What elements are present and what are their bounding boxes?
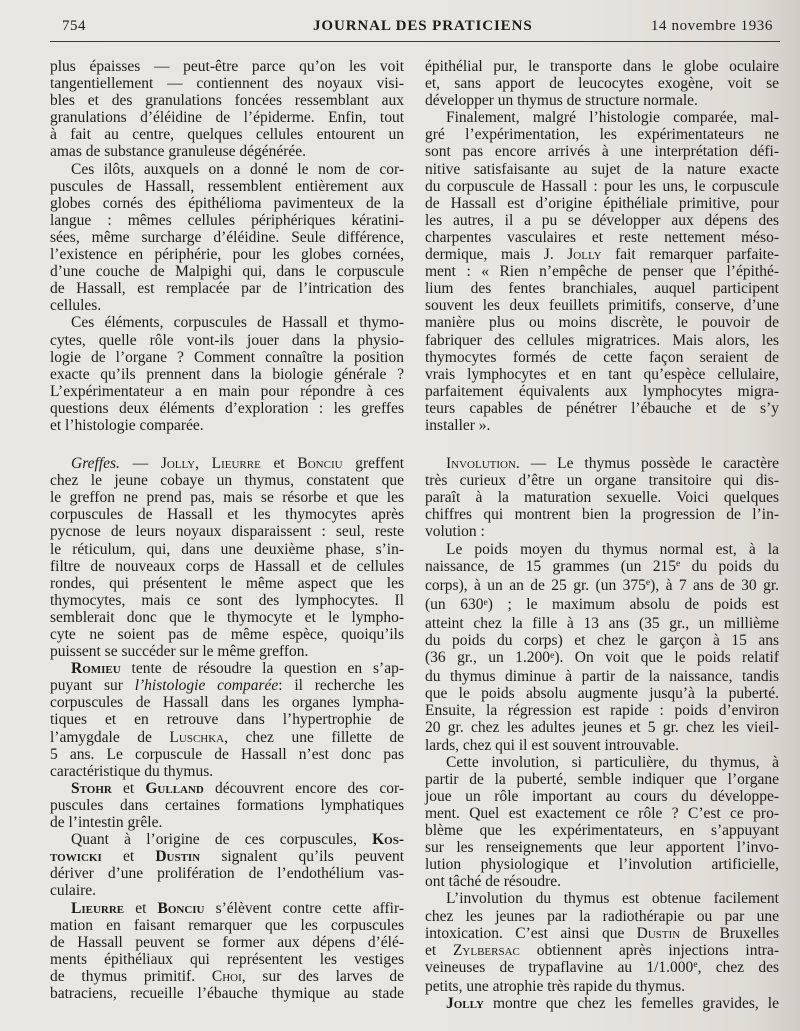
text-run: découvrent encore des cor-	[203, 779, 405, 797]
text-line: chiffres qui montrent bien la progression de l’in-	[425, 506, 779, 524]
text-line: les autres, il a pu se développer aux dépens des	[425, 211, 779, 229]
text-run: veineuses de trypaflavine au 1/1.000	[425, 958, 694, 976]
text-line: ments épithéliaux qui représentent les vestiges	[50, 950, 404, 968]
text-line: Ces éléments, corpuscules de Hassall et thymo-	[71, 314, 404, 332]
text-run: puyant sur	[50, 677, 135, 695]
text-line: gré l’expérimentation, les expérimentateurs ne	[425, 126, 779, 144]
small-caps-name: Lieurre	[211, 455, 261, 473]
text-run: , sur des larves de	[241, 967, 404, 985]
text-line: cellules.	[50, 297, 102, 315]
text-line: le réticulum, qui, dans une deuxième phase, s’in-	[50, 540, 404, 558]
text-run: corps), à un an de 25 gr. (un 375	[425, 576, 646, 594]
text-run: dermique, mais J.	[425, 246, 568, 264]
paragraph	[50, 58, 404, 161]
text-line: tangentiellement — contiennent des noyaux visi-	[50, 75, 404, 93]
text-line: chez le jeune cobaye un thymus, constatent que	[50, 472, 404, 490]
text-line: corpuscules de Hassall et les thymocytes après	[50, 506, 404, 524]
text-line	[425, 596, 779, 615]
text-line: granulations d’éléidine de l’épiderme. Enfin, tout	[50, 109, 404, 127]
text-line: sur les renseignements que leur apportent l’invo-	[425, 839, 779, 857]
text-line	[425, 558, 779, 577]
text-line: paraît à la maturation sexuelle. Voici quelques	[425, 489, 779, 507]
italic-text: l’histologie comparée	[134, 677, 279, 695]
text-line: questions deux éléments d’exploration : les greffes	[50, 399, 404, 417]
italic-text: Greffes.	[71, 455, 120, 473]
text-line: partir de la puberté, semble indiquer que l’organe	[425, 770, 779, 788]
bold-small-caps-name: Romieu	[71, 660, 121, 678]
text-line	[50, 455, 404, 472]
text-line: sées, même surcharge d’éléidine. Seule différence,	[50, 228, 404, 246]
text-line: parfaitement équivalents aux lymphocytes migra-	[425, 382, 779, 400]
text-line	[50, 729, 404, 746]
text-run: , chez une fillette de	[224, 728, 404, 746]
text-line: chez les jeunes par la radiothérapie ou par une	[425, 907, 779, 925]
small-caps-name: Involution.	[446, 455, 520, 473]
text-line: développer un thymus de structure normale.	[425, 92, 698, 110]
text-line: et, sans apport de leucocytes exogène, voit se	[425, 75, 779, 93]
text-line: Le poids moyen du thymus normal est, à la	[446, 540, 779, 558]
bold-small-caps-name: Gulland	[145, 779, 204, 797]
text-run: (36 gr., un 1.200	[425, 649, 551, 667]
header-rule	[50, 41, 780, 42]
text-line: amas de substance granuleuse dégénérée.	[50, 143, 307, 161]
text-line	[425, 995, 779, 1012]
text-line: mation en faisant remarquer que les corpuscules	[50, 916, 404, 934]
text-line	[425, 649, 779, 668]
text-line: de Hassall est d’origine épithéliale primitive, pour	[425, 194, 779, 212]
bold-small-caps-name: Kos-	[372, 831, 404, 849]
text-line: lution physiologique et l’involution artificielle,	[425, 856, 779, 874]
text-line: lium des fentes branchiales, auquel participent	[425, 280, 779, 298]
text-line: culaire.	[50, 882, 97, 900]
paragraph	[50, 161, 404, 315]
paragraph	[50, 831, 404, 899]
text-line	[425, 455, 779, 472]
text-line: du corpuscule de Hassall : pour les uns, le corpuscule	[425, 177, 779, 195]
text-line: L’expérimentateur a en main pour répondre à ces	[50, 382, 404, 400]
text-run: et	[260, 455, 298, 473]
text-line: joue un rôle important au cours du développe-	[425, 787, 779, 805]
bold-small-caps-name: Stohr	[71, 779, 112, 797]
text-line: filtre de nouveaux corps de Hassall et de cellules	[50, 557, 404, 575]
text-line: caractéristique du thymus.	[50, 762, 214, 780]
text-line: batraciens, recueille l’ébauche thymique au stade	[50, 984, 404, 1002]
small-caps-name: Bonciu	[297, 455, 343, 473]
text-line: bles et des granulations foncées ressemblant aux	[50, 92, 404, 110]
page-number: 754	[62, 18, 86, 34]
text-run: tente de résoudre la question en s’ap-	[120, 660, 404, 678]
text-line: de Hassall, est remplacée par de l’intrication des	[50, 280, 404, 298]
text-line: et l’histologie comparée.	[50, 416, 204, 434]
text-line	[50, 780, 404, 797]
text-line: de Hassall peuvent se former aux dépens d’élé-	[50, 933, 404, 951]
text-line: 20 gr. chez les adultes jeunes et 5 gr. chez les vieil-	[425, 719, 779, 737]
left-column	[50, 58, 404, 1002]
text-line: le greffon ne prend pas, mais se résorbe et que les	[50, 489, 404, 507]
text-line: exacte qu’ils prennent dans la biologie générale ?	[50, 365, 404, 383]
paragraph	[425, 455, 779, 540]
text-run: ) ; le maximum absolu de poids est	[487, 595, 779, 613]
small-caps-name: Choi	[211, 967, 242, 985]
text-run: greffent	[342, 455, 405, 473]
paragraph	[50, 660, 404, 780]
text-run: l’amygdale de	[50, 728, 170, 746]
bold-small-caps-name: towicki	[50, 848, 102, 866]
text-line: charpentes vasculaires et reste nettement méso-	[425, 228, 779, 246]
text-line: corpuscules de Hassall dans les organes lympha-	[50, 694, 404, 712]
text-run: ). On voit que le poids relatif	[554, 649, 780, 667]
text-line: fabriquer des cellules migratrices. Mais alors, les	[425, 331, 779, 349]
small-caps-name: Jolly	[567, 246, 602, 264]
text-line: puscules dans certaines formations lymphatiques	[50, 796, 404, 814]
text-line: du poids du corps) et chez le garçon à 15 ans	[425, 632, 779, 649]
text-line: atteint chez la fille à 13 ans (35 gr., un millième	[425, 614, 779, 632]
text-run: Quant à l’origine de ces corpuscules,	[71, 831, 373, 849]
text-line: nitive satisfaisante au sujet de la nature exacte	[425, 160, 779, 178]
text-line: manière plus ou moins discrète, le pouvoir de	[425, 314, 779, 332]
paragraph	[50, 900, 404, 1003]
text-run: et	[111, 779, 146, 797]
text-run: intoxication. C’est ainsi que	[425, 924, 637, 942]
paragraph	[50, 780, 404, 831]
text-line: épithélial pur, le transporte dans le globe oculaire	[425, 58, 779, 75]
text-run: —	[119, 455, 161, 473]
text-line: Ensuite, la régression est rapide : poids d’environ	[425, 702, 779, 720]
text-line: très curieux d’être un organe transitoire qui dis-	[425, 472, 779, 490]
text-line	[425, 959, 779, 978]
text-run: et	[101, 848, 156, 866]
text-run: et	[124, 899, 158, 917]
text-line: volution :	[425, 523, 485, 541]
text-line	[50, 900, 404, 917]
paragraph	[425, 58, 779, 109]
text-line: vrais lymphocytes et en tant qu’espèce cellulaire,	[425, 365, 779, 383]
text-line: que le poids absolu augmente jusqu’à la puberté.	[425, 685, 779, 703]
journal-title: JOURNAL DES PRATICIENS	[313, 18, 533, 34]
text-line: ment : « Rien n’empêche de penser que l’épithé-	[425, 263, 779, 281]
text-line: d’une couche de Malpighi qui, dans le corpuscule	[50, 263, 404, 281]
text-run: — Le thymus possède le caractère	[519, 455, 779, 473]
bold-small-caps-name: Jolly	[446, 994, 484, 1012]
text-run: , chez des	[697, 958, 779, 976]
text-run: et	[425, 941, 453, 959]
superscript-text: e	[483, 596, 488, 608]
text-line: blème que les expérimentateurs, en s’appuyant	[425, 822, 779, 840]
bold-small-caps-name: Bonciu	[157, 899, 205, 917]
text-run: de thymus primitif.	[50, 967, 212, 985]
text-line	[50, 848, 404, 865]
text-line: L’involution du thymus est obtenue facilement	[446, 890, 779, 908]
text-line: puissent se succéder sur le même greffon.	[50, 643, 309, 661]
text-run: : il recherche les	[278, 677, 404, 695]
small-caps-name: Dustin	[636, 924, 681, 942]
text-run: naissance, de 15 grammes (un 215	[425, 557, 677, 575]
paragraph	[425, 109, 779, 434]
text-run: obtiennent après injections intra-	[519, 941, 779, 959]
right-column	[425, 58, 779, 1012]
text-line: thymocytes formés de cette façon seraient de	[425, 348, 779, 366]
paragraph	[50, 455, 404, 660]
text-line: lards, chez qui il est souvent introuvable.	[425, 736, 679, 754]
text-line: Cette involution, si particulière, du thymus, à	[446, 753, 779, 771]
text-line: dériver d’une prolifération de l’endothélium vas-	[50, 865, 404, 883]
text-line: petits, une atrophie très rapide du thymus.	[425, 977, 685, 995]
text-run: du poids du	[680, 557, 780, 575]
text-line: rondes, qui présentent le même aspect que les	[50, 574, 404, 592]
bold-small-caps-name: Dustin	[155, 848, 201, 866]
text-line	[50, 660, 404, 677]
bold-small-caps-name: Lieurre	[71, 899, 125, 917]
text-line	[50, 831, 404, 848]
text-line: ment. Quel est exactement ce rôle ? C’est ce pro-	[425, 804, 779, 822]
text-line: langue : mêmes cellules périphériques kératini-	[50, 211, 404, 229]
superscript-text: e	[676, 558, 681, 570]
text-line: Finalement, malgré l’histologie comparée, mal-	[446, 109, 779, 127]
text-line	[50, 968, 404, 985]
text-line: 5 ans. Le corpuscule de Hassall n’est donc pas	[50, 745, 404, 763]
text-line: du thymus diminue à partir de la naissance, tandis	[425, 668, 779, 686]
text-run: fait remarquer parfaite-	[601, 246, 779, 264]
text-line: ont tâché de résoudre.	[425, 873, 561, 891]
paragraph	[425, 754, 779, 891]
text-line: pycnose de leurs noyaux disparaissent : seul, reste	[50, 523, 404, 541]
text-line: globes cornés des épithélioma pavimenteux de la	[50, 194, 404, 212]
text-line: teurs capables de pénétrer l’ébauche et de s’y	[425, 399, 779, 417]
text-run: montre que chez les femelles gravides, le	[483, 994, 779, 1012]
superscript-text: e	[645, 577, 651, 589]
superscript-text: e	[693, 959, 698, 971]
text-line	[425, 942, 779, 959]
text-run: ,	[195, 455, 212, 473]
text-line	[425, 246, 779, 263]
text-line: logie de l’organe ? Comment connaître la position	[50, 348, 404, 366]
text-line: installer ».	[425, 416, 491, 434]
text-line: cyte ne soient pas de même espèce, quoiqu’ils	[50, 626, 404, 643]
text-line: Ces ilôts, auxquels on a donné le nom de cor-	[71, 160, 404, 178]
text-line	[425, 925, 779, 942]
small-caps-name: Zylbersac	[452, 941, 520, 959]
text-line: plus épaisses — peut-être parce qu’on les voit	[50, 58, 404, 75]
text-line: souvent les deux feuillets primitifs, conserve, d’une	[425, 297, 779, 315]
text-line: cytes, quelle rôle vont-ils jouer dans la physio-	[50, 331, 404, 349]
small-caps-name: Jolly	[160, 455, 196, 473]
text-run: de Bruxelles	[680, 924, 779, 942]
paragraph	[425, 995, 779, 1012]
text-line: à fait au centre, quelques cellules entourent un	[50, 126, 404, 144]
text-run: (un 630	[425, 595, 484, 613]
text-line: puscules de Hassall, ressemblent entièrement aux	[50, 177, 404, 195]
text-line	[425, 577, 779, 596]
paragraph	[425, 541, 779, 754]
small-caps-name: Luschka	[169, 728, 225, 746]
superscript-text: e	[550, 649, 555, 661]
text-line	[50, 677, 404, 694]
text-run: ), à 7 ans de 30 gr.	[650, 576, 780, 594]
text-run: signalent qu’ils peuvent	[200, 848, 404, 866]
paragraph	[425, 890, 779, 995]
text-run: s’élèvent contre cette affir-	[204, 899, 404, 917]
text-line: de l’intestin grêle.	[50, 814, 163, 832]
text-line: thymocytes, mais ce sont des lymphocytes. Il	[50, 591, 404, 609]
text-line: tiques et en retrouve dans l’hypertrophie de	[50, 711, 404, 729]
text-line: l’existence en périphérie, pour les globes cornées,	[50, 246, 404, 264]
issue-date: 14 novembre 1936	[650, 18, 773, 34]
paragraph	[50, 314, 404, 434]
text-line: sont pas encore arrivés à une interprétation défi-	[425, 143, 779, 161]
text-line: semblerait donc que le thymocyte et le lympho-	[50, 608, 404, 626]
